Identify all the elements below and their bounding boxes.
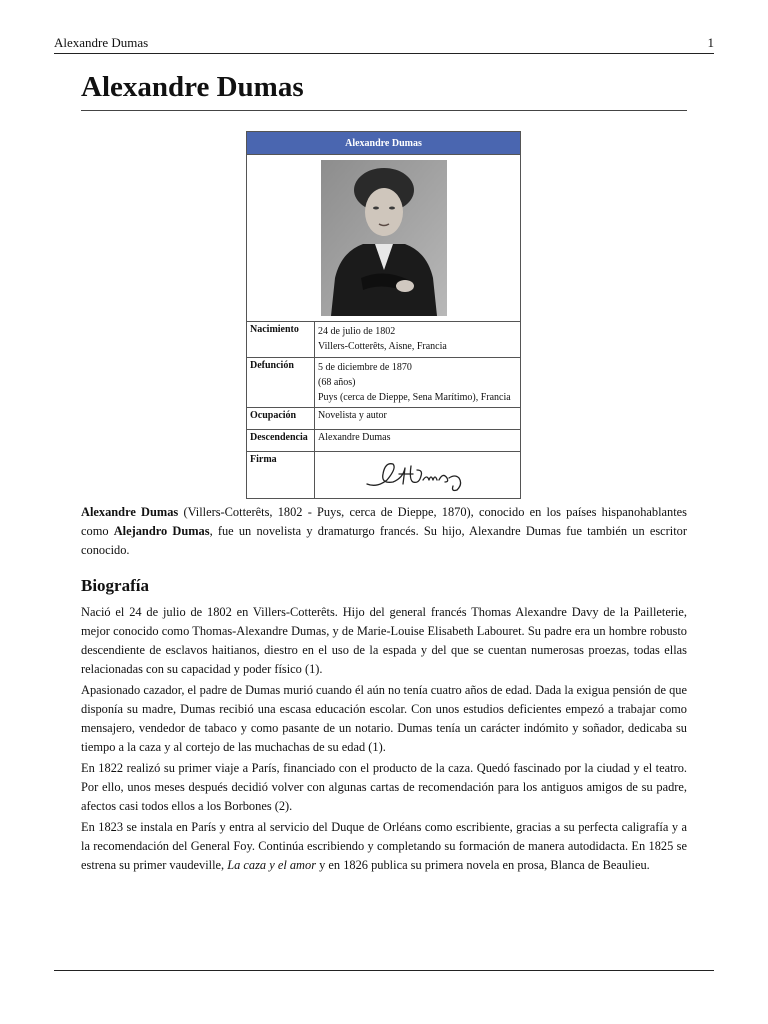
descendencia-label: Descendencia <box>247 430 315 452</box>
defuncion-age: (68 años) <box>318 377 356 388</box>
intro-text-1: (Villers-Cotterêts, 1802 - Puys, cerca de Dieppe, 1870), conocido en los países hispanohablantes como <box>81 505 687 538</box>
page-number: 1 <box>707 35 714 50</box>
signature-image <box>363 454 473 494</box>
biografia-p4-a: En 1823 se instala en París y entra al servicio del Duque de Orléans como escribiente, gracias a su perfecta caligrafía y a la recomendación del General Foy. Continúa escribiendo y completando su formación de manera autodidacta. En 1825 se estrena su primer vaudeville, <box>81 820 687 872</box>
intro-text-2: , fue un novelista y dramaturgo francés. Su hijo, Alexandre Dumas fue también un escritor conocido. <box>81 524 687 557</box>
ocupacion-label: Ocupación <box>247 408 315 430</box>
descendencia-value: Alexandre Dumas <box>315 430 521 452</box>
firma-label: Firma <box>247 452 315 499</box>
ocupacion-value: Novelista y autor <box>315 408 521 430</box>
firma-value <box>315 452 521 499</box>
section-heading-biografia: Biografía <box>81 576 149 595</box>
infobox-portrait-cell <box>247 155 521 322</box>
nacimiento-date: 24 de julio de 1802 <box>318 326 396 337</box>
infobox <box>246 131 521 499</box>
biografia-paragraph-2: Apasionado cazador, el padre de Dumas murió cuando él aún no tenía cuatro años de edad. Dada la exigua pensión de que disponía su madre, Dumas recibió una escasa educación escolar. Con unos estudios deficientes empezó a trabajar como mensajero, vendedor de tabaco y como pasante de un notario. Dumas tenía un carácter indómito y soñador, dedicaba su tiempo a la caza y al cortejo de las muchachas de su edad (1). <box>81 683 687 754</box>
intro-bold-alt: Alejandro Dumas <box>113 524 210 538</box>
defuncion-date: 5 de diciembre de 1870 <box>318 362 412 373</box>
intro-bold-name: Alexandre Dumas <box>81 505 179 519</box>
intro-paragraph <box>81 503 687 560</box>
defuncion-place: Puys (cerca de Dieppe, Sena Marítimo), Francia <box>318 392 511 403</box>
nacimiento-place: Villers-Cotterêts, Aisne, Francia <box>318 341 447 352</box>
biografia-p4-b: y en 1826 publica su primera novela en prosa, Blanca de Beaulieu. <box>316 858 650 872</box>
defuncion-label: Defunción <box>247 358 315 408</box>
biografia-paragraph-4 <box>81 818 687 875</box>
footer-rule <box>54 970 714 971</box>
running-title: Alexandre Dumas <box>54 35 149 50</box>
biografia-p4-italic: La caza y el amor <box>227 858 317 872</box>
biografia-paragraph-1: Nació el 24 de julio de 1802 en Villers-Cotterêts. Hijo del general francés Thomas Alexandre Davy de la Pailleterie, mejor conocido como Thomas-Alexandre Dumas, y de Marie-Louise Elisabeth Labouret. Su padre era un hombre robusto descendiente de esclavos haitianos, diestro en el uso de la espada y del que se cuentan numerosas proezas, todas ellas relacionadas con su capacidad y poder físico (1). <box>81 605 687 676</box>
nacimiento-label: Nacimiento <box>247 322 315 358</box>
defuncion-value <box>315 358 521 408</box>
running-header <box>54 35 714 54</box>
nacimiento-value <box>315 322 521 358</box>
biografia-paragraph-3: En 1822 realizó su primer viaje a París, financiado con el producto de la caza. Quedó fascinado por la ciudad y el teatro. Por ello, unos meses después decidió volver con algunas cartas de recomendación para los antiguos amigos de su padre, afectos casi todos ellos a los Borbones (2). <box>81 761 687 813</box>
page-title: Alexandre Dumas <box>81 72 687 111</box>
article-body <box>81 503 687 877</box>
portrait-image <box>321 160 447 316</box>
infobox-title: Alexandre Dumas <box>247 132 521 155</box>
